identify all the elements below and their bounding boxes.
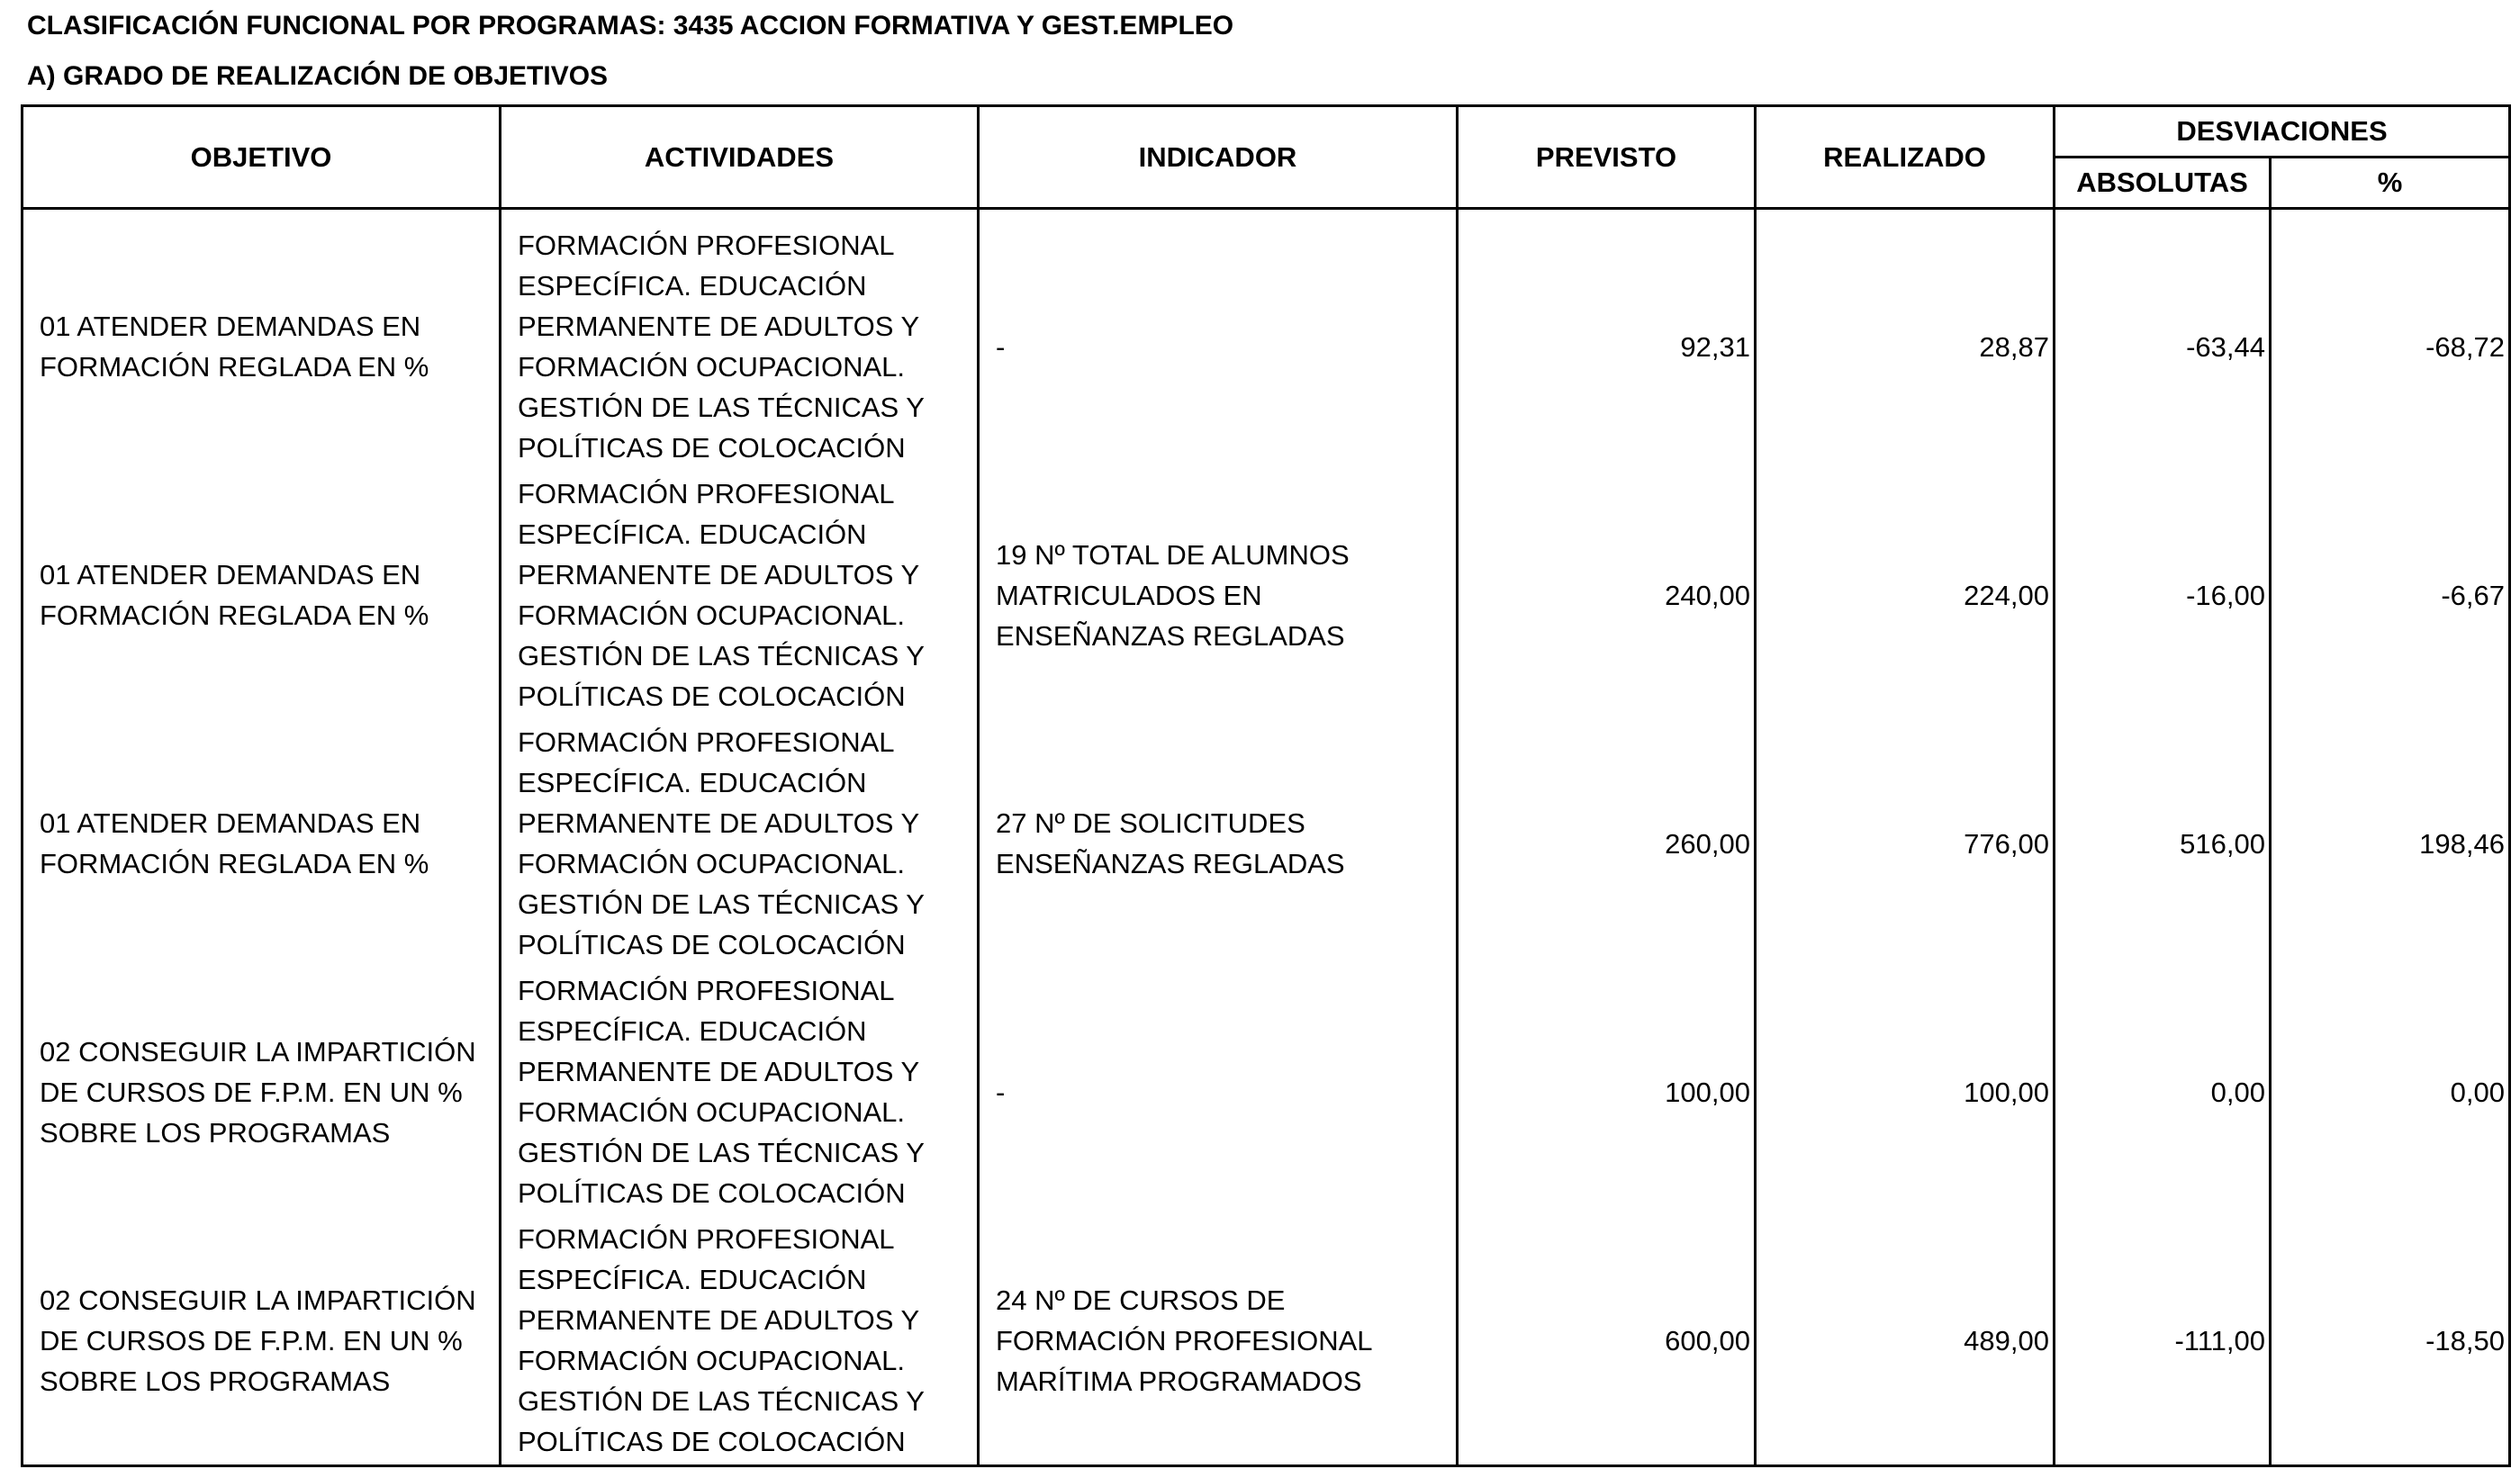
header-previsto: PREVISTO: [1458, 106, 1756, 209]
header-indicador: INDICADOR: [979, 106, 1458, 209]
cell-actividades: FORMACIÓN PROFESIONAL ESPECÍFICA. EDUCACIÓN PERMANENTE DE ADULTOS Y FORMACIÓN OCUPACIONAL. GESTIÓN DE LAS TÉCNICAS Y POLÍTICAS DE COLOCACIÓN: [501, 1216, 979, 1466]
cell-previsto: 600,00: [1458, 1216, 1756, 1466]
objectives-table: [21, 104, 2511, 1467]
cell-objetivo: 01 ATENDER DEMANDAS EN FORMACIÓN REGLADA EN %: [23, 209, 501, 472]
cell-previsto: 240,00: [1458, 471, 1756, 719]
header-absolutas: ABSOLUTAS: [2055, 158, 2271, 209]
cell-porcentaje: -68,72: [2271, 209, 2510, 472]
table-row: [23, 719, 2510, 968]
table-row: [23, 968, 2510, 1216]
cell-realizado: 489,00: [1756, 1216, 2055, 1466]
cell-objetivo: 01 ATENDER DEMANDAS EN FORMACIÓN REGLADA EN %: [23, 471, 501, 719]
cell-actividades: FORMACIÓN PROFESIONAL ESPECÍFICA. EDUCACIÓN PERMANENTE DE ADULTOS Y FORMACIÓN OCUPACIONAL. GESTIÓN DE LAS TÉCNICAS Y POLÍTICAS DE COLOCACIÓN: [501, 719, 979, 968]
table-row: [23, 471, 2510, 719]
cell-absolutas: -63,44: [2055, 209, 2271, 472]
cell-realizado: 100,00: [1756, 968, 2055, 1216]
cell-indicador: -: [979, 968, 1458, 1216]
cell-realizado: 224,00: [1756, 471, 2055, 719]
cell-porcentaje: -6,67: [2271, 471, 2510, 719]
cell-actividades: FORMACIÓN PROFESIONAL ESPECÍFICA. EDUCACIÓN PERMANENTE DE ADULTOS Y FORMACIÓN OCUPACIONAL. GESTIÓN DE LAS TÉCNICAS Y POLÍTICAS DE COLOCACIÓN: [501, 209, 979, 472]
cell-indicador: 24 Nº DE CURSOS DE FORMACIÓN PROFESIONAL MARÍTIMA PROGRAMADOS: [979, 1216, 1458, 1466]
cell-objetivo: 02 CONSEGUIR LA IMPARTICIÓN DE CURSOS DE F.P.M. EN UN % SOBRE LOS PROGRAMAS: [23, 1216, 501, 1466]
header-actividades: ACTIVIDADES: [501, 106, 979, 209]
header-desviaciones: DESVIACIONES: [2055, 106, 2510, 158]
cell-porcentaje: -18,50: [2271, 1216, 2510, 1466]
header-row: [23, 106, 2510, 158]
cell-indicador: -: [979, 209, 1458, 472]
cell-realizado: 776,00: [1756, 719, 2055, 968]
section-subtitle: A) GRADO DE REALIZACIÓN DE OBJETIVOS: [27, 61, 609, 91]
cell-porcentaje: 0,00: [2271, 968, 2510, 1216]
table-row: [23, 209, 2510, 472]
cell-previsto: 100,00: [1458, 968, 1756, 1216]
cell-objetivo: 02 CONSEGUIR LA IMPARTICIÓN DE CURSOS DE F.P.M. EN UN % SOBRE LOS PROGRAMAS: [23, 968, 501, 1216]
cell-absolutas: -16,00: [2055, 471, 2271, 719]
cell-indicador: 27 Nº DE SOLICITUDES ENSEÑANZAS REGLADAS: [979, 719, 1458, 968]
table-body: [23, 209, 2510, 1466]
cell-objetivo: 01 ATENDER DEMANDAS EN FORMACIÓN REGLADA EN %: [23, 719, 501, 968]
cell-previsto: 92,31: [1458, 209, 1756, 472]
cell-previsto: 260,00: [1458, 719, 1756, 968]
document-title: CLASIFICACIÓN FUNCIONAL POR PROGRAMAS: 3435 ACCION FORMATIVA Y GEST.EMPLEO: [27, 11, 1234, 41]
cell-indicador: 19 Nº TOTAL DE ALUMNOS MATRICULADOS EN ENSEÑANZAS REGLADAS: [979, 471, 1458, 719]
header-objetivo: OBJETIVO: [23, 106, 501, 209]
cell-actividades: FORMACIÓN PROFESIONAL ESPECÍFICA. EDUCACIÓN PERMANENTE DE ADULTOS Y FORMACIÓN OCUPACIONAL. GESTIÓN DE LAS TÉCNICAS Y POLÍTICAS DE COLOCACIÓN: [501, 471, 979, 719]
table-row: [23, 1216, 2510, 1466]
cell-absolutas: 0,00: [2055, 968, 2271, 1216]
cell-absolutas: -111,00: [2055, 1216, 2271, 1466]
cell-realizado: 28,87: [1756, 209, 2055, 472]
header-porcentaje: %: [2271, 158, 2510, 209]
cell-porcentaje: 198,46: [2271, 719, 2510, 968]
cell-absolutas: 516,00: [2055, 719, 2271, 968]
cell-actividades: FORMACIÓN PROFESIONAL ESPECÍFICA. EDUCACIÓN PERMANENTE DE ADULTOS Y FORMACIÓN OCUPACIONAL. GESTIÓN DE LAS TÉCNICAS Y POLÍTICAS DE COLOCACIÓN: [501, 968, 979, 1216]
header-realizado: REALIZADO: [1756, 106, 2055, 209]
table-header: [23, 106, 2510, 209]
